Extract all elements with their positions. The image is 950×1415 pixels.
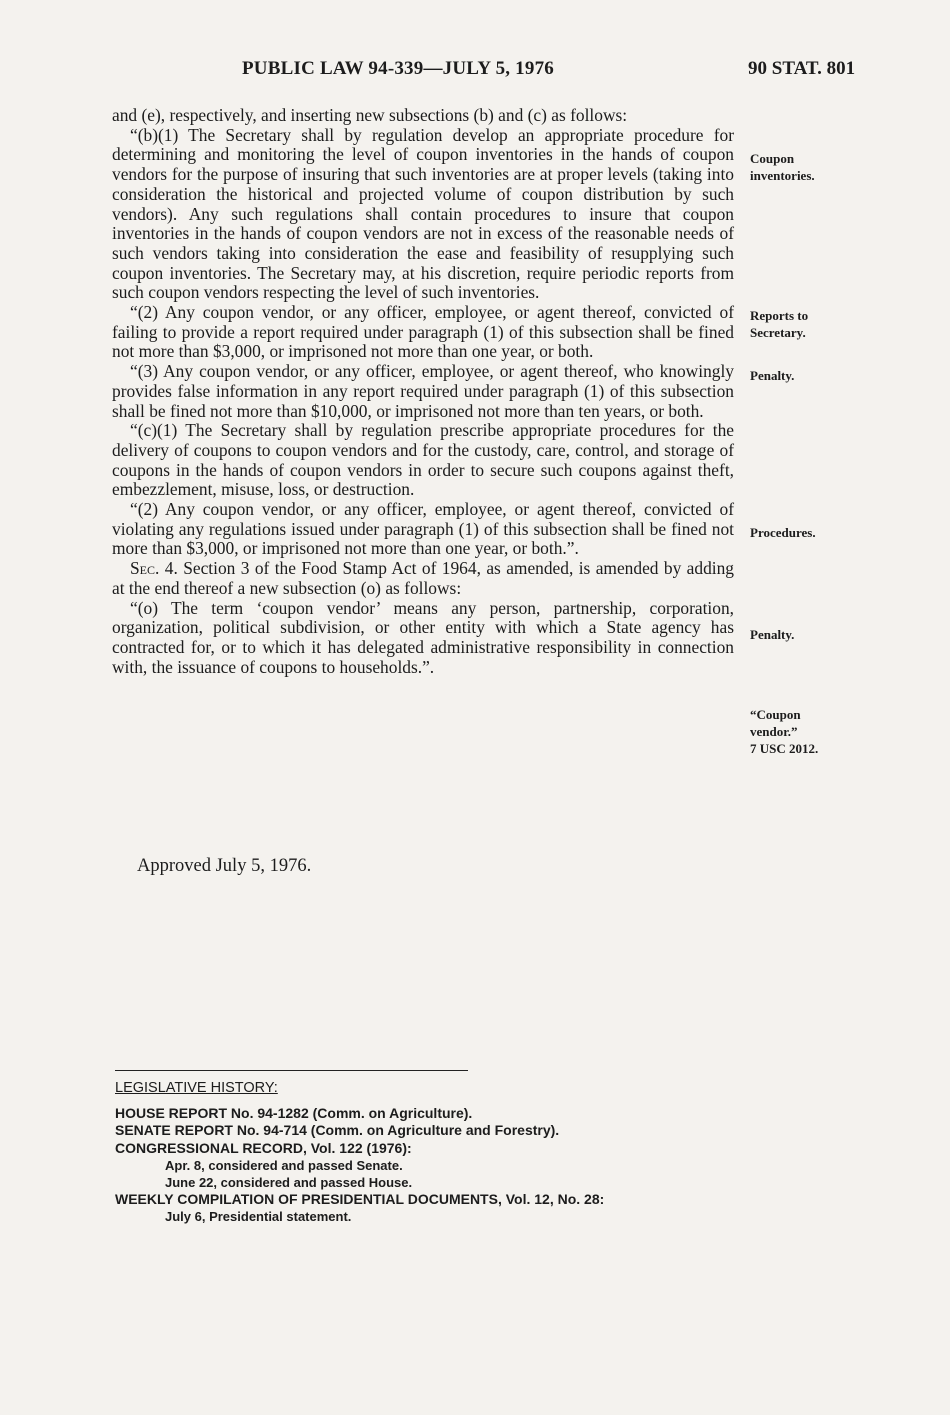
approval-date: Approved July 5, 1976. [137, 856, 312, 876]
congressional-record: CONGRESSIONAL RECORD, Vol. 122 (1976): [115, 1139, 412, 1156]
record-entry: June 22, considered and passed House. [165, 1175, 413, 1191]
margin-note-line: Procedures. [750, 525, 816, 540]
margin-note-reports [750, 307, 860, 341]
margin-note-coupon-vendor [750, 706, 860, 757]
legislative-history [115, 1080, 604, 1226]
house-report: HOUSE REPORT No. 94-1282 (Comm. on Agriculture). [115, 1105, 473, 1122]
paragraph-b2: “(2) Any coupon vendor, or any officer, employee, or agent thereof, convicted of failing to provide a report required under paragraph (1) of this subsection shall be fined not more than $3,000, or imprisoned not more than one year, or both. [112, 302, 734, 362]
paragraph-continuation: and (e), respectively, and inserting new subsections (b) and (c) as follows: [112, 105, 628, 125]
margin-note-line: vendor.” [750, 724, 798, 739]
paragraph-c1: “(c)(1) The Secretary shall by regulation prescribe appropriate procedures for the delivery of coupons to coupon vendors and for the custody, care, control, and storage of coupons in the hands of coupon vendors in order to secure such coupons against theft, embezzlement, misuse, loss, or destruction. [112, 420, 734, 500]
margin-note-line: inventories. [750, 168, 815, 183]
margin-note-coupon-inventories [750, 150, 860, 184]
running-header-title: PUBLIC LAW 94-339—JULY 5, 1976 [242, 58, 554, 79]
record-entry: Apr. 8, considered and passed Senate. [165, 1157, 403, 1173]
margin-note-penalty-2 [750, 626, 860, 643]
margin-note-line: 7 USC 2012. [750, 741, 819, 756]
paragraph-b1: “(b)(1) The Secretary shall by regulation develop an appropriate procedure for determining and monitoring the level of coupon inventories in the hands of coupon vendors for the purpose of insuring that such inventories are at proper levels (taking into consideration the historical and projected volume of coupon distribution by such vendors). Any such regulations shall contain procedures to insure that coupon inventories in the hands of coupon vendors are not in excess of the reasonable needs of such vendors taking into consideration the ease and feasibility of resupplying such coupon inventories. The Secretary may, at his discretion, require periodic reports from such coupon vendors respecting the level of such inventories. [112, 124, 734, 303]
margin-note-procedures [750, 524, 860, 541]
section-4-text: 4. Section 3 of the Food Stamp Act of 1964, as amended, is amended by adding at the end thereof a new subsection (o) as follows: [112, 558, 734, 598]
margin-note-line: Secretary. [750, 325, 806, 340]
senate-report: SENATE REPORT No. 94-714 (Comm. on Agriculture and Forestry). [115, 1122, 560, 1139]
weekly-compilation: WEEKLY COMPILATION OF PRESIDENTIAL DOCUMENTS, Vol. 12, No. 28: [115, 1191, 605, 1208]
weekly-entry: July 6, Presidential statement. [165, 1209, 352, 1225]
section-label: Sec. [130, 558, 160, 579]
statute-page-number: 90 STAT. 801 [748, 58, 856, 79]
footnote-divider [115, 1070, 468, 1071]
margin-note-line: Penalty. [750, 627, 795, 642]
paragraph-c2: “(2) Any coupon vendor, or any officer, employee, or agent thereof, convicted of violating any regulations issued under paragraph (1) of this subsection shall be fined not more than $3,000, or imprisoned not more than one year, or both.”. [112, 499, 734, 559]
margin-note-line: Coupon [750, 151, 795, 166]
margin-note-line: Reports to [750, 308, 809, 323]
margin-note-line: “Coupon [750, 707, 801, 722]
legislative-history-title: LEGISLATIVE HISTORY: [115, 1080, 278, 1096]
paragraph-o: “(o) The term ‘coupon vendor’ means any person, partnership, corporation, organization, political subdivision, or other entity with which a State agency has contracted for, or to which it has delegated administrative responsibility in connection with, the issuance of coupons to households.”. [112, 597, 734, 677]
paragraph-b3: “(3) Any coupon vendor, or any officer, employee, or agent thereof, who knowingly provides false information in any report required under paragraph (1) of this subsection shall be fined not more than $10,000, or imprisoned not more than ten years, or both. [112, 361, 734, 421]
margin-note-line: Penalty. [750, 368, 795, 383]
paragraph-sec4 [112, 559, 734, 598]
margin-note-penalty-1 [750, 367, 860, 384]
statute-body [112, 106, 734, 677]
